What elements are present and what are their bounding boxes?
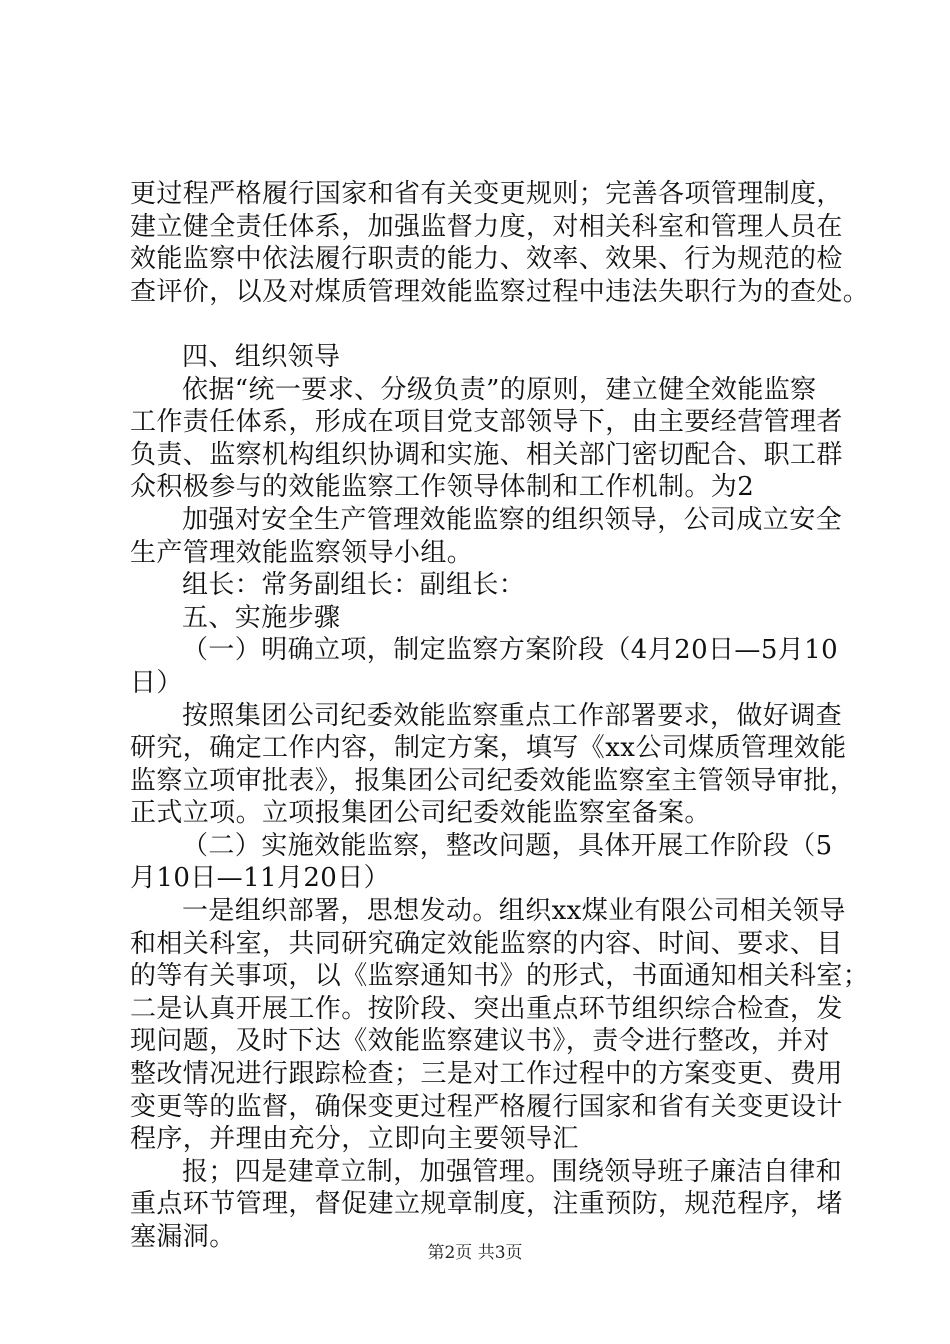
text-line: 五、实施步骤 <box>182 602 341 633</box>
text-line: 现问题，及时下达《效能监察建议书》，责令进行整改，并对 <box>130 1026 830 1057</box>
text-line: 二是认真开展工作。按阶段、突出重点环节组织综合检查，发 <box>130 993 843 1024</box>
text-line: 正式立项。立项报集团公司纪委效能监察室备案。 <box>130 798 711 829</box>
text-line: 变更等的监督，确保变更过程严格履行国家和省有关变更设计 <box>130 1091 843 1122</box>
text-line: 加强对安全生产管理效能监察的组织领导，公司成立安全 <box>182 504 843 535</box>
text-line: 建立健全责任体系，加强监督力度，对相关科室和管理人员在 <box>130 211 843 242</box>
text-line: 和相关科室，共同研究确定效能监察的内容、时间、要求、目 <box>130 928 843 959</box>
text-line: 四、组织领导 <box>182 341 341 372</box>
text-line: 效能监察中依法履行职责的能力、效率、效果、行为规范的检 <box>130 244 843 275</box>
text-line: 更过程严格履行国家和省有关变更规则；完善各项管理制度， <box>130 179 843 209</box>
text-line: 一是组织部署，思想发动。组织xx煤业有限公司相关领导 <box>182 896 846 927</box>
text-line: 查评价，以及对煤质管理效能监察过程中违法失职行为的查处。 <box>130 276 870 307</box>
blank-line <box>130 308 830 341</box>
document-body <box>130 178 870 1254</box>
text-line: 程序，并理由充分，立即向主要领导汇 <box>130 1124 579 1155</box>
text-line: 日） <box>130 667 183 698</box>
text-line: 的等有关事项，以《监察通知书》的形式，书面通知相关科室； <box>130 961 870 992</box>
text-line: 整改情况进行跟踪检查；三是对工作过程中的方案变更、费用 <box>130 1059 843 1090</box>
text-line: 报；四是建章立制，加强管理。围绕领导班子廉洁自律和 <box>182 1156 843 1187</box>
text-line: 按照集团公司纪委效能监察重点工作部署要求，做好调查 <box>182 700 843 731</box>
page-footer: 第2页 共3页 <box>427 1243 523 1263</box>
text-line: 生产管理效能监察领导小组。 <box>130 537 474 568</box>
text-line: 月10日—11月20日） <box>130 863 391 894</box>
text-line: 重点环节管理，督促建立规章制度，注重预防，规范程序，堵 <box>130 1189 843 1220</box>
text-line: （一）明确立项，制定监察方案阶段（4月20日—5月10 <box>182 635 839 666</box>
text-line: 依据“统一要求、分级负责”的原则，建立健全效能监察 <box>182 374 817 405</box>
text-line: 组长：常务副组长：副组长： <box>182 570 526 601</box>
text-line: 研究，确定工作内容，制定方案，填写《xx公司煤质管理效能 <box>130 733 847 764</box>
text-line: （二）实施效能监察，整改问题，具体开展工作阶段（5 <box>182 830 833 861</box>
text-line: 监察立项审批表》，报集团公司纪委效能监察室主管领导审批， <box>130 765 857 796</box>
text-line: 负责、监察机构组织协调和实施、相关部门密切配合、职工群 <box>130 439 843 470</box>
text-line: 塞漏洞。 <box>130 1222 236 1252</box>
text-line: 众积极参与的效能监察工作领导体制和工作机制。为2 <box>130 472 755 503</box>
text-line: 工作责任体系，形成在项目党支部领导下，由主要经营管理者 <box>130 407 843 438</box>
